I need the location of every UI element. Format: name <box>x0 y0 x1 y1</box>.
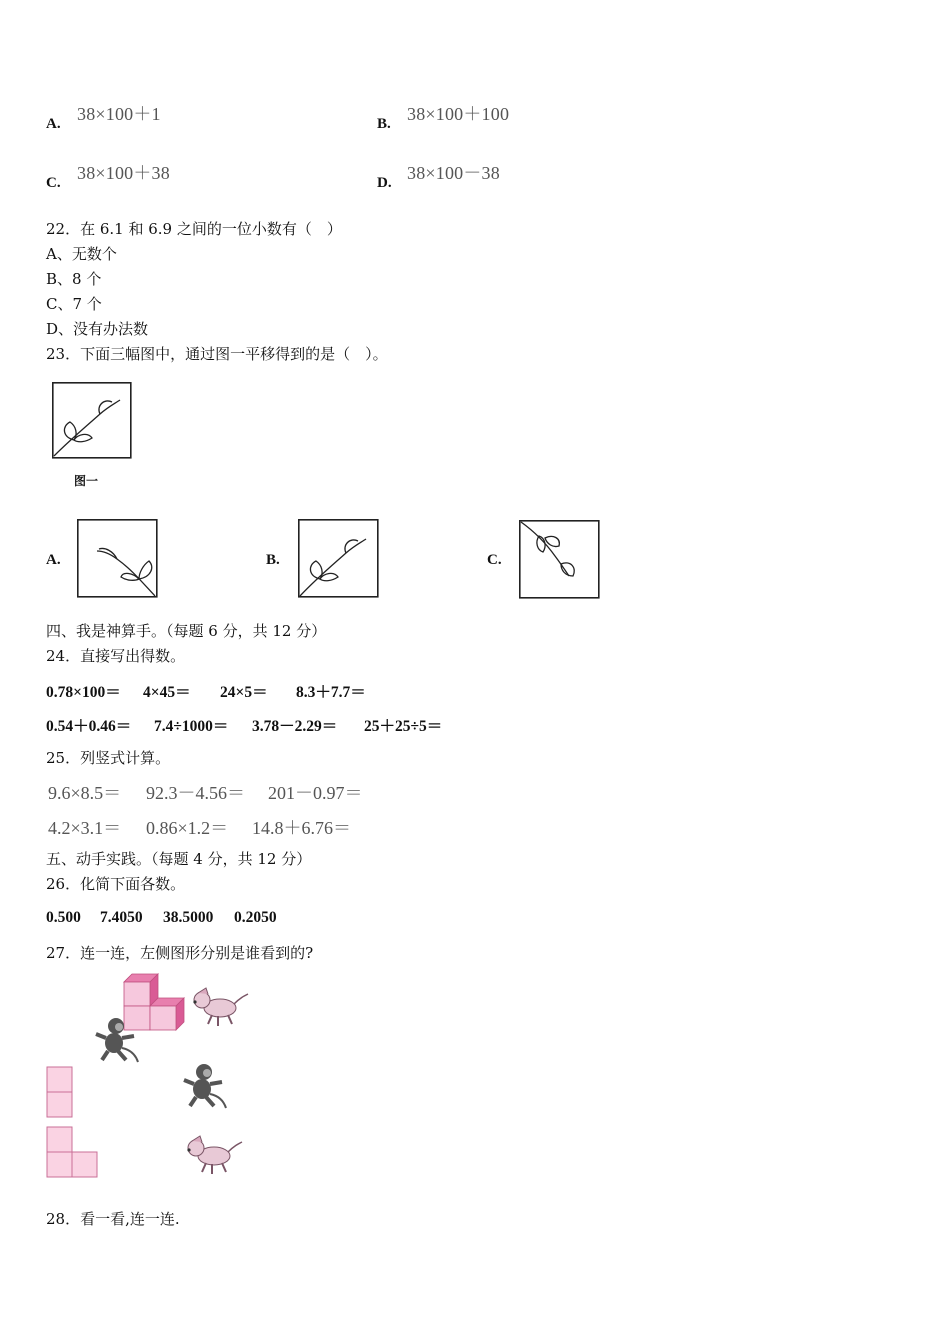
two-square-column-shape <box>46 1066 74 1118</box>
q24-item: 0.54＋0.46＝ <box>46 718 132 735</box>
q25-item: 201－0.97＝ <box>268 783 363 803</box>
q24-item: 4×45＝ <box>143 684 191 701</box>
q24-item: 7.4÷1000＝ <box>154 718 229 735</box>
option-c-expression: 38×100＋38 <box>77 163 170 183</box>
figure-one-leaf-icon <box>52 382 134 460</box>
option-c-leaf-icon <box>519 520 601 600</box>
q24-item: 25＋25÷5＝ <box>364 718 443 735</box>
option-b-leaf-icon <box>298 519 380 599</box>
q22-option-d: D、没有办法数 <box>46 320 149 338</box>
q26-number: 38.5000 <box>163 909 214 926</box>
monkey-icon <box>92 1016 142 1064</box>
q26-stem: 26．化简下面各数。 <box>46 875 186 893</box>
q25-item: 4.2×3.1＝ <box>48 818 122 838</box>
q28-stem: 28．看一看,连一连. <box>46 1210 180 1228</box>
q23-option-c-label: C. <box>487 552 502 568</box>
section-four-heading: 四、我是神算手。（每题 6 分，共 12 分） <box>46 622 327 640</box>
q24-item: 24×5＝ <box>220 684 268 701</box>
q25-stem: 25．列竖式计算。 <box>46 749 171 767</box>
q23-option-b-label: B. <box>266 552 280 568</box>
dog-icon <box>180 1132 244 1178</box>
q24-item: 3.78－2.29＝ <box>252 718 338 735</box>
q22-option-c: C、7 个 <box>46 295 102 313</box>
option-a-expression: 38×100＋1 <box>77 104 161 124</box>
q23-option-a-label: A. <box>46 552 61 568</box>
q25-item: 92.3－4.56＝ <box>146 783 245 803</box>
option-d-label: D. <box>377 175 392 191</box>
q22-option-a: A、无数个 <box>46 245 117 263</box>
q25-item: 9.6×8.5＝ <box>48 783 122 803</box>
option-b-label: B. <box>377 116 391 132</box>
q27-stem: 27．连一连，左侧图形分别是谁看到的? <box>46 944 314 962</box>
q22-option-b: B、8 个 <box>46 270 102 288</box>
option-b-expression: 38×100＋100 <box>407 104 510 124</box>
dog-icon <box>186 984 250 1030</box>
q23-stem: 23．下面三幅图中，通过图一平移得到的是（ ）。 <box>46 345 388 363</box>
q25-item: 0.86×1.2＝ <box>146 818 229 838</box>
option-a-label: A. <box>46 116 61 132</box>
q25-item: 14.8＋6.76＝ <box>252 818 351 838</box>
section-five-heading: 五、动手实践。（每题 4 分，共 12 分） <box>46 850 312 868</box>
q24-item: 8.3＋7.7＝ <box>296 684 366 701</box>
option-d-expression: 38×100－38 <box>407 163 500 183</box>
option-c-label: C. <box>46 175 61 191</box>
option-a-leaf-icon <box>77 519 159 599</box>
q24-stem: 24．直接写出得数。 <box>46 647 186 665</box>
q26-number: 7.4050 <box>100 909 143 926</box>
l-shape-squares <box>46 1126 100 1179</box>
q26-number: 0.2050 <box>234 909 277 926</box>
q22-stem: 22．在 6.1 和 6.9 之间的一位小数有（ ） <box>46 220 342 238</box>
figure-one-caption: 图一 <box>74 474 99 488</box>
q24-item: 0.78×100＝ <box>46 684 121 701</box>
q26-number: 0.500 <box>46 909 81 926</box>
monkey-icon <box>180 1062 230 1110</box>
